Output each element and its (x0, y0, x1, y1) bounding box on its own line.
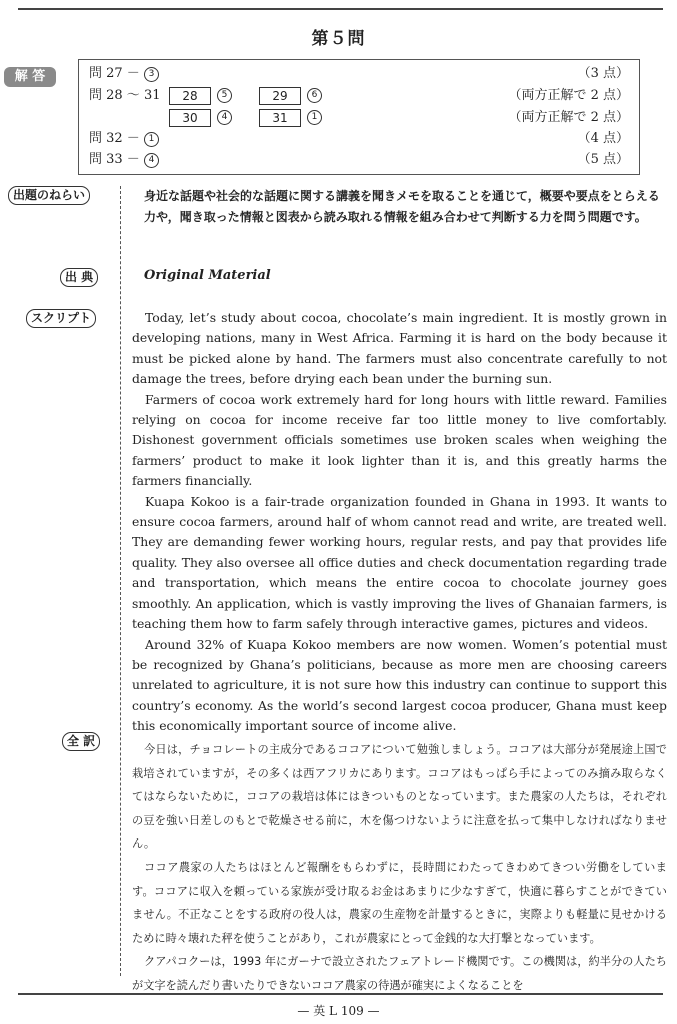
script-body (132, 308, 667, 737)
answer-tag: 解 答 (4, 67, 56, 87)
script-paragraph: Kuapa Kokoo is a fair-trade organization founded in Ghana in 1993. It wants to ensure cocoa farmers, around half of whom cannot read and write, are treated well. They are demanding fewer working hours, regular rests, and pay that provides life quality. They also oversee all office duties and check documentation regarding trade and transportation, which means the entire cocoa to chocolate journey goes smoothly. An application, which is vastly improving the lives of Ghanaian farmers, is teaching them how to farm safely through interactive games, pictures and videos. (132, 493, 667, 632)
page-title: 第５問 (311, 29, 366, 49)
translation-paragraph: 今日は，チョコレートの主成分であるココアについて勉強しましょう。ココアは大部分が発展途上国で栽培されていますが，その多くは西アフリカにあります。ココアはもっぱら手によってのみ摘み取らなくてはならないために，ココアの栽培は体にはきついものとなっています。また農家の人たちは，それぞれの豆を強い日差しのもとで乾燥させる前に，木を傷つけないように注意を払って集中しなければなりません。 (132, 743, 667, 851)
question-label: 問 33 － 4 (89, 150, 159, 170)
answer-row-28-31 (89, 86, 629, 106)
answer-box (78, 59, 640, 175)
aims-text: 身近な話題や社会的な話題に関する講義を聞きメモを取ることを通じて，概要や要点をとらえる力や，聞き取った情報と図表から読み取れる情報を組み合わせて判断する力を問う問題です。 (144, 189, 660, 224)
page-number: — 英 L 109 — (297, 1004, 380, 1018)
question-label: 問 32 － 1 (89, 129, 159, 149)
bottom-rule (18, 993, 663, 995)
script-label: スクリプト (26, 309, 96, 328)
answer-choice: 4 (217, 110, 232, 125)
top-rule (18, 8, 663, 10)
answer-choice: 5 (217, 88, 232, 103)
points: （両方正解で 2 点） (508, 110, 629, 125)
answer-box-number: 30 (169, 109, 211, 127)
answer-row-30-31 (89, 108, 629, 128)
answer-choice: 3 (144, 67, 159, 82)
points: （4 点） (577, 131, 629, 146)
translation-paragraph: クアパコクーは，1993 年にガーナで設立されたフェアトレード機関です。この機関は，約半分の人たちが文字を読んだり書いたりできないココア農家の待遇が確実によくなることを (132, 955, 667, 992)
answer-choice: 6 (307, 88, 322, 103)
answer-choice: 1 (144, 132, 159, 147)
answer-row-33 (89, 150, 629, 170)
source-label: 出 典 (60, 268, 98, 287)
answer-row-32 (89, 129, 629, 149)
translation-paragraph: ココア農家の人たちはほとんど報酬をもらわずに，長時間にわたってきわめてきつい労働をしています。ココアに収入を頼っている家族が受け取るお金はあまりに少なすぎて，快適に暮らすことができていません。不正なことをする政府の役人は，農家の生産物を計量するときに，実際よりも軽量に見せかけるために時々壊れた秤を使うことがあり，これが農家にとって金銭的な大打撃となっています。 (132, 860, 667, 945)
aims-label: 出題のねらい (8, 186, 90, 205)
answer-box-number: 31 (259, 109, 301, 127)
section-divider (120, 186, 121, 976)
answer-choice: 1 (307, 110, 322, 125)
answer-row-27 (89, 64, 629, 84)
answer-box-number: 28 (169, 87, 211, 105)
script-paragraph: Around 32% of Kuapa Kokoo members are now women. Women’s potential must be recognized by Ghana’s politicians, because as more men are choosing careers unrelated to agriculture, it is not sure how this industry can continue to support this country’s economy. As the world’s second largest cocoa producer, Ghana must keep this economically important source of income alive. (132, 636, 667, 734)
question-label: 問 27 － 3 (89, 64, 159, 84)
script-paragraph: Farmers of cocoa work extremely hard for long hours with little reward. Families relying on cocoa for income receive far too little money to live comfortably. Dishonest government officials sometimes use broken scales when weighing the farmers’ product to make it look lighter than it is, and this greatly harms the farmers financially. (132, 391, 667, 489)
answer-box-number: 29 (259, 87, 301, 105)
translation-label: 全 訳 (62, 732, 100, 751)
translation-body (132, 738, 667, 998)
question-label: 問 28 ～ 31 (89, 88, 161, 103)
script-paragraph: Today, let’s study about cocoa, chocolate’s main ingredient. It is mostly grown in developing nations, many in West Africa. Farming it is hard on the body because it must be picked alone by hand. The farmers must also concentrate carefully to not damage the trees, before drying each bean under the burning sun. (132, 310, 667, 387)
source-text: Original Material (144, 268, 271, 283)
points: （両方正解で 2 点） (508, 88, 629, 103)
points: （3 点） (577, 66, 629, 81)
answer-choice: 4 (144, 153, 159, 168)
points: （5 点） (577, 152, 629, 167)
